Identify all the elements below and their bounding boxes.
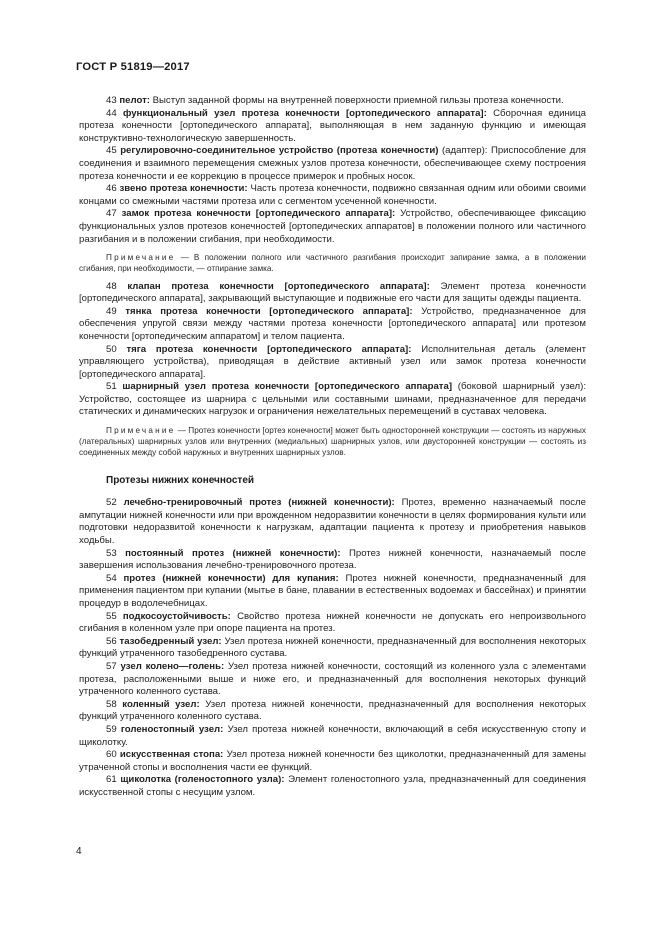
term-name: постоянный протез (нижней конечности): [125,547,341,559]
term-entry [79,306,586,344]
term-definition: Часть протеза конечности, подвижно связанная одним или обоими своими концами со смежными частями протеза или с сегментом усеченной конечности. [79,183,587,207]
term-entry [79,145,586,183]
note-1 [79,252,586,274]
term-entry [79,344,586,382]
term-entry [79,183,586,208]
term-entry [79,636,586,661]
note-label: Примечание [106,426,176,436]
term-number: 56 [106,635,117,647]
term-name: тазобедренный узел: [119,635,222,647]
term-entry [79,749,586,774]
term-definition: Протез, временно назначаемый после ампутации нижней конечности или при врожденном недоразвитии конечности в целях формирования культи или подготовки недоразвитой конечности к нагрузкам, адаптации пациента к протезу и приобретения навыков ходьбы. [79,497,586,547]
term-definition: Узел протеза нижней конечности, предназначенный для восполнения некоторых функций утраченного коленного сустава. [79,698,586,723]
term-number: 61 [106,774,117,786]
term-entry [79,661,586,699]
term-number: 48 [106,280,117,292]
terms-block-c [79,497,586,799]
term-name: замок протеза конечности [ортопедического аппарата]: [121,208,396,220]
term-definition: Протез нижней конечности, предназначенный для применения пациентом при купании (мытье в бане, плавании в естественных водоемах и бассейнах) и принятии процедур в водолечебницах. [79,572,586,610]
term-definition: Элемент протеза конечности [ортопедического аппарата], закрывающий выступающие и подвижные его части для защиты одежды пациента. [79,280,586,305]
term-definition: Сборочная единица протеза конечности [ортопедического аппарата], выполняющая в нем заданную функцию и имеющая конструктивно-технологическую завершенность. [79,107,586,144]
note-label: Примечание [106,253,176,263]
note-text: — Протез конечности [ортез конечности] может быть односторонней конструкции — состоять из наружных (латеральных) шарнирных узлов или внутренних (медиальных) шарнирных узлов, или двусторонней конструкции — состоять из соединенных между собой наружных и внутренних шарнирных узлов. [79,426,586,458]
term-name: звено протеза конечности: [119,183,248,195]
term-definition: Протез нижней конечности, назначаемый после завершения использования лечебно-тренировочного протеза. [79,547,586,572]
term-number: 44 [106,107,117,119]
term-name: пелот: [119,95,150,106]
term-name: лечебно-тренировочный протез (нижней конечности): [123,497,395,509]
term-name: щиколотка (голеностопного узла): [120,774,285,786]
terms-block-b [79,281,586,420]
term-definition: Узел протеза нижней конечности, состоящий из коленного узла с элементами протеза, расположенными выше и ниже его, и предназначенный для восполнения некоторых функций утраченного коленного сустава. [79,660,587,698]
term-name: тянка протеза конечности [ортопедического аппарата]: [125,305,413,317]
document-header: ГОСТ Р 51819—2017 [76,61,190,73]
term-number: 55 [106,610,117,622]
term-definition: (адаптер): Приспособление для соединения и взаимного перемещения смежных узлов протеза конечности, обеспечивающее схему построения протеза конечности и ее коррекцию в процессе примерок и пробных носок. [79,145,586,182]
term-definition: Свойство протеза нижней конечности не допускать его непроизвольного сгибания в коленном узле при опоре пациента на протез. [79,610,586,635]
note-text: — В положении полного или частичного разгибания происходит запирание замка, а в положении сгибания, при необходимости, — отпирание замка. [79,253,586,274]
term-name: коленный узел: [122,698,200,710]
term-definition: (боковой шарнирный узел): Устройство, состоящее из шарнира с цельными или составными шинами, предназначенное для передачи статических и динамических нагрузок и ограничения нежелательных перемещений в суставах человека. [79,381,586,418]
section-heading: Протезы нижних конечностей [106,474,255,486]
terms-block-a [79,95,586,246]
page-number: 4 [76,846,82,857]
term-number: 47 [106,208,117,220]
term-number: 50 [106,343,117,355]
term-definition: Узел протеза нижней конечности, включающий в себя искусственную стопу и щиколотку. [79,723,586,748]
note-2 [79,425,586,459]
term-number: 53 [106,547,117,559]
term-definition: Устройство, предназначенное для обеспечения упругой связи между частями протеза конечности [ортопедического аппарата] или протезом конечности [ортопедическим аппаратом] и телом пациента. [79,305,586,342]
term-number: 49 [106,305,117,317]
term-entry [79,774,586,799]
term-number: 52 [106,497,117,509]
term-definition: Устройство, обеспечивающее фиксацию функциональных узлов протезов конечностей [ортопедических аппаратов] в положении полного или частичного разгибания и в положении сгибания, при необходимости. [79,208,586,245]
term-entry [79,573,586,611]
term-definition: Выступ заданной формы на внутренней поверхности приемной гильзы протеза конечности. [149,95,564,106]
term-name: шарнирный узел протеза конечности [ортопедического аппарата] [122,381,453,393]
term-name: искусственная стопа: [119,749,224,761]
term-number: 59 [106,723,117,735]
term-entry [79,208,586,246]
term-definition: Узел протеза нижней конечности без щиколотки, предназначенный для замены утраченной стопы и восполнения части ее функций. [79,749,587,773]
term-entry [79,381,586,419]
term-number: 54 [106,572,117,584]
term-entry [79,699,586,724]
term-entry [79,548,586,573]
term-name: подкосоустойчивость: [122,610,231,622]
term-name: голеностопный узел: [120,723,224,735]
term-number: 51 [106,381,117,393]
term-number: 57 [106,660,117,672]
term-name: клапан протеза конечности [ортопедического аппарата]: [127,280,430,292]
term-number: 43 [106,95,117,106]
term-number: 45 [106,145,117,157]
term-entry [79,724,586,749]
term-definition: Узел протеза нижней конечности, предназначенный для восполнения некоторых функций утраченного тазобедренного сустава. [79,635,586,660]
term-definition: Исполнительная деталь (элемент управляющего устройства), приводящая в действие активный узел или замок протеза конечности [ортопедического аппарата]. [79,343,586,380]
term-entry [79,108,586,146]
term-number: 58 [106,698,117,710]
term-name: функциональный узел протеза конечности [ортопедического аппарата]: [122,107,487,119]
term-number: 46 [106,183,117,195]
term-name: протез (нижней конечности) для купания: [123,572,339,584]
term-name: тяга протеза конечности [ортопедического аппарата]: [126,343,412,355]
term-definition: Элемент голеностопного узла, предназначенный для соединения искусственной стопы с несущим узлом. [79,774,586,798]
term-entry [79,95,586,108]
document-body [79,95,586,800]
term-name: регулировочно-соединительное устройство (протеза конечности) [120,145,439,157]
term-entry [79,611,586,636]
term-entry [79,281,586,306]
term-name: узел колено—голень: [120,660,225,672]
term-number: 60 [106,749,117,761]
term-entry [79,497,586,547]
